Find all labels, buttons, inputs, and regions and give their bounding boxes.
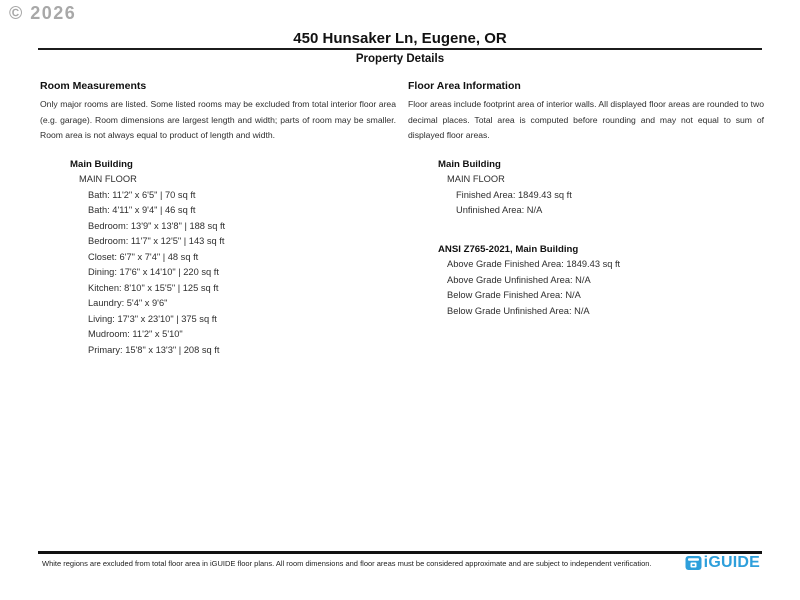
room-entry: Primary: 15'8" x 13'3" | 208 sq ft [88, 344, 220, 355]
room-measurements-section [40, 80, 396, 358]
iguide-logo-icon [685, 555, 702, 571]
ansi-entry: Below Grade Unfinished Area: N/A [447, 305, 590, 316]
iguide-logo [685, 554, 760, 572]
building-name: Main Building [438, 158, 501, 170]
copyright-watermark: © 2026 [9, 3, 77, 23]
ansi-block [438, 242, 764, 320]
room-entry: Mudroom: 11'2" x 5'10" [88, 329, 183, 340]
room-entry: Bath: 11'2" x 6'5" | 70 sq ft [88, 189, 196, 200]
ansi-entry: Below Grade Finished Area: N/A [447, 290, 581, 301]
room-entry: Closet: 6'7" x 7'4" | 48 sq ft [88, 251, 199, 262]
ansi-entry: Above Grade Unfinished Area: N/A [447, 274, 591, 285]
iguide-logo-text: iGUIDE [703, 554, 760, 571]
header-divider [38, 48, 762, 50]
footer-disclaimer: White regions are excluded from total floor area in iGUIDE floor plans. All room dimensions and floor areas must be considered approximate and are subject to independent verification. [42, 559, 652, 568]
room-measurements-building-block [70, 157, 396, 359]
page-title: 450 Hunsaker Ln, Eugene, OR [293, 30, 507, 47]
ansi-entry: Above Grade Finished Area: 1849.43 sq ft [447, 259, 621, 270]
ansi-heading: ANSI Z765-2021, Main Building [438, 243, 579, 255]
floor-area-building-block [438, 157, 764, 219]
area-entry: Unfinished Area: N/A [456, 205, 543, 216]
room-entry: Dining: 17'6" x 14'10" | 220 sq ft [88, 267, 219, 278]
area-entry: Finished Area: 1849.43 sq ft [456, 189, 572, 200]
floor-area-description: Floor areas include footprint area of interior walls. All displayed floor areas are rounded to two decimal places. Total area is computed before rounding and may not equal to sum of displayed floor areas. [408, 99, 764, 141]
room-measurements-heading: Room Measurements [40, 80, 147, 92]
room-measurements-description: Only major rooms are listed. Some listed rooms may be excluded from total interior floor area (e.g. garage). Room dimensions are largest length and width; parts of room may be smaller. Room area is not always equal to product of length and width. [40, 99, 396, 141]
floor-area-heading: Floor Area Information [408, 80, 521, 92]
floor-name: MAIN FLOOR [79, 174, 137, 185]
room-entry: Kitchen: 8'10" x 15'5" | 125 sq ft [88, 282, 219, 293]
room-entry: Living: 17'3" x 23'10" | 375 sq ft [88, 313, 217, 324]
room-entry: Laundry: 5'4" x 9'6" [88, 298, 168, 309]
floor-name: MAIN FLOOR [447, 174, 505, 185]
floor-area-information-section [408, 80, 764, 319]
room-entry: Bath: 4'11" x 9'4" | 46 sq ft [88, 205, 196, 216]
room-entry: Bedroom: 13'9" x 13'8" | 188 sq ft [88, 220, 226, 231]
page-subtitle: Property Details [355, 53, 445, 65]
footer-divider [38, 551, 762, 554]
building-name: Main Building [70, 158, 133, 170]
room-entry: Bedroom: 11'7" x 12'5" | 143 sq ft [88, 236, 225, 247]
